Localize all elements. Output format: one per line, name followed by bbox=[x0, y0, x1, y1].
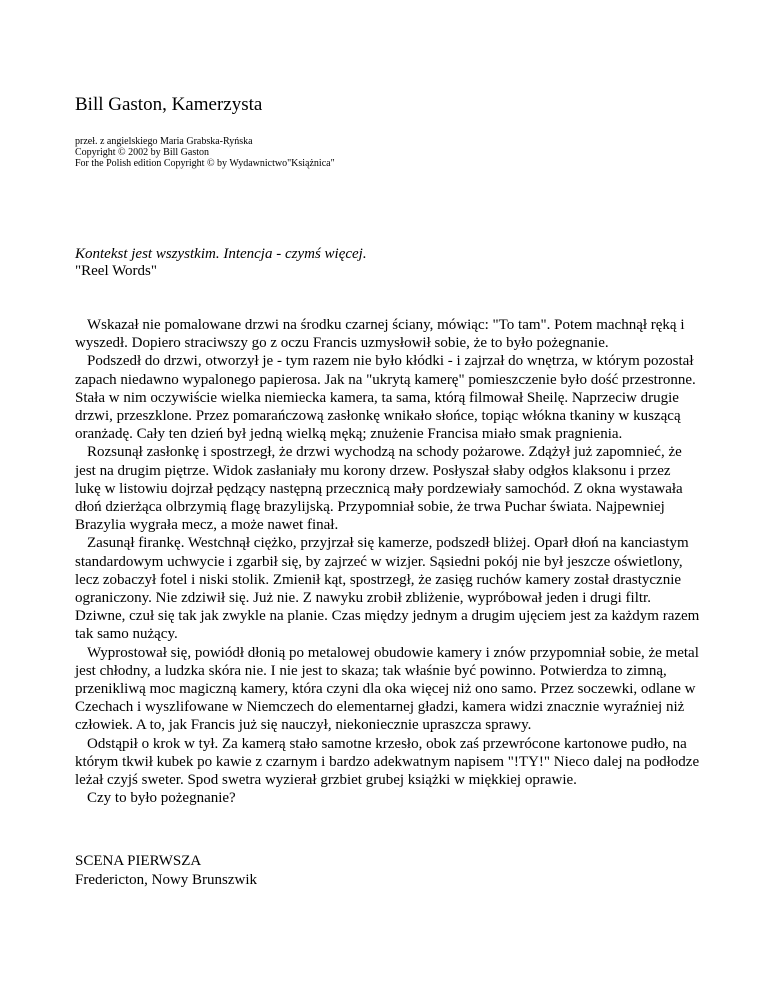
paragraph: Rozsunął zasłonkę i spostrzegł, że drzwi wychodzą na schody pożarowe. Zdążył już zapomnieć, że jest na drugim piętrze. Widok zasłaniały mu korony drzew. Posłyszał słaby odgłos klaksonu i przez lukę w listowiu dojrzał pędzący następną przecznicą mały pordzewiały samochód. Z okna wystawała dłoń dzierżąca olbrzymią flagę brazylijską. Przypomniał sobie, że trwa Puchar świata. Najpewniej Brazylia wygrała mecz, a może nawet finał. bbox=[75, 444, 683, 534]
paragraph: Wskazał nie pomalowane drzwi na środku czarnej ściany, mówiąc: "To tam". Potem machnął ręką i wyszedł. Dopiero straciwszy go z oczu Francis uzmysłowił sobie, że to było pożegnanie. bbox=[75, 317, 685, 352]
translator-credit: przeł. z angielskiego Maria Grabska-Ryńska bbox=[75, 136, 253, 147]
scene-location: Fredericton, Nowy Brunszwik bbox=[75, 872, 258, 888]
polish-edition-copyright: For the Polish edition Copyright © by Wydawnictwo"Książnica" bbox=[75, 158, 335, 169]
paragraph: Czy to było pożegnanie? bbox=[87, 790, 236, 807]
scene-heading: SCENA PIERWSZA bbox=[75, 853, 202, 869]
scene-heading-block bbox=[75, 852, 257, 890]
epigraph-source: "Reel Words" bbox=[75, 263, 158, 279]
body-text bbox=[75, 316, 700, 807]
epigraph-quote: Kontekst jest wszystkim. Intencja - czymś więcej. bbox=[75, 246, 367, 262]
paragraph: Odstąpił o krok w tył. Za kamerą stało samotne krzesło, obok zaś przewrócone kartonowe pudło, na którym tkwił kubek po kawie z czarnym i bardzo adekwatnym napisem "!TY!" Nieco dalej na podłodze leżał czyjś sweter. Spod swetra wyzierał grzbiet grubej książki w miękkiej oprawie. bbox=[75, 735, 700, 789]
copyright-line: Copyright © 2002 by Bill Gaston bbox=[75, 147, 209, 158]
epigraph bbox=[75, 246, 367, 280]
paragraph: Wyprostował się, powiódł dłonią po metalowej obudowie kamery i znów przypomniał sobie, że metal jest chłodny, a ludzka skóra nie. I nie jest to skaza; tak właśnie być powinno. Potwierdza to zimną, przenikliwą moc magiczną kamery, która czyni dla oka więcej niż ono samo. Przez soczewki, odlane w Czechach i wyszlifowane w Niemczech do elementarnej gładzi, kamera widzi znacznie wyraźniej niż człowiek. A to, jak Francis już się nauczył, niekoniecznie upraszcza sprawy. bbox=[75, 644, 699, 734]
credits-block bbox=[75, 136, 335, 169]
paragraph: Zasunął firankę. Westchnął ciężko, przyjrzał się kamerze, podszedł bliżej. Oparł dłoń na kanciastym standardowym uchwycie i zgarbił się, by zajrzeć w wizjer. Sąsiedni pokój nie był jeszcze oświetlony, lecz zobaczył fotel i niski stolik. Zmienił kąt, spostrzegł, że zasięg ruchów kamery został drastycznie ograniczony. Nie zdziwił się. Już nie. Z nawyku zrobił zbliżenie, wypróbował jeden i drugi filtr. Dziwne, czuł się tak jak zwykle na planie. Czas między jednym a drugim ujęciem jest za każdym razem tak samo nużący. bbox=[75, 535, 700, 643]
paragraph: Podszedł do drzwi, otworzył je - tym razem nie było kłódki - i zajrzał do wnętrza, w którym pozostał zapach niedawno wypalonego papierosa. Jak na "ukrytą kamerę" pomieszczenie było dość przestronne. Stała w nim oczywiście wielka niemiecka kamera, ta sama, którą filmował Sheilę. Naprzeciw drugie drzwi, przeszklone. Przez pomarańczową zasłonkę wnikało słońce, topiąc włókna tkaniny w kuszącą oranżadę. Cały ten dzień był jedną wielką męką; znużenie Francisa miało smak pragnienia. bbox=[75, 353, 696, 443]
document-title: Bill Gaston, Kamerzysta bbox=[75, 94, 263, 115]
